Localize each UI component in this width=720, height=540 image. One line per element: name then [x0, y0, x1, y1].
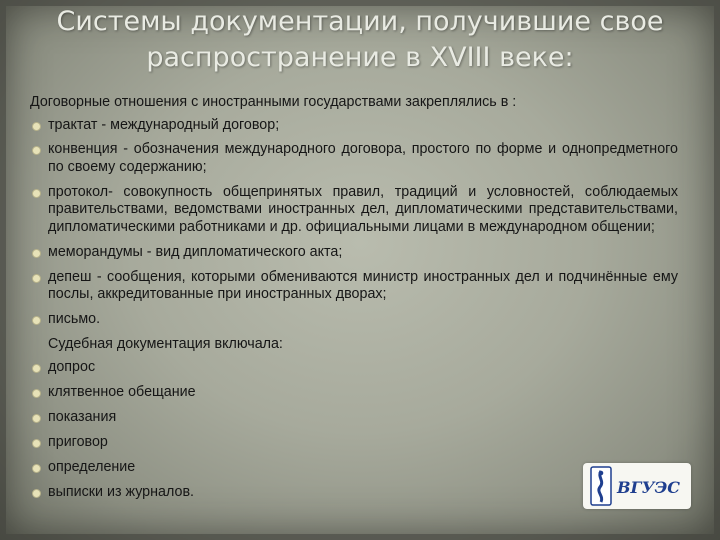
- logo-text: ВГУЭС: [617, 478, 681, 497]
- list-item: приговор: [30, 434, 678, 452]
- bullet-icon: [32, 274, 41, 283]
- list-item: трактат - международный договор;: [30, 117, 678, 135]
- bullet-icon: [32, 389, 41, 398]
- diplomatic-intro: Договорные отношения с иностранными государствами закреплялись в :: [30, 94, 517, 110]
- list-item: показания: [30, 409, 678, 427]
- bullet-icon: [32, 122, 41, 131]
- list-item: депеш - сообщения, которыми обмениваются министр иностранных дел и подчинённые ему послы, аккредитованные при иностранных дворах;: [30, 269, 678, 304]
- bullet-icon: [32, 189, 41, 198]
- bullet-icon: [32, 316, 41, 325]
- bullet-icon: [32, 414, 41, 423]
- list-item: меморандумы - вид дипломатического акта;: [30, 244, 678, 262]
- bullet-icon: [32, 439, 41, 448]
- university-logo-icon: [583, 463, 691, 509]
- logo-graphic: [583, 463, 691, 509]
- slide-content: [30, 94, 681, 509]
- list-item: протокол- совокупность общепринятых правил, традиций и условностей, соблюдаемых правительствами, ведомствами иностранных дел, дипломатическими представительствами, дипломатическими работниками и др. официальными лицами в международном общении;: [30, 184, 678, 237]
- list-item: письмо.: [30, 311, 678, 329]
- bullet-icon: [32, 489, 41, 498]
- bullet-icon: [32, 146, 41, 155]
- bullet-icon: [32, 364, 41, 373]
- slide-title: Системы документации, получившие свое распространение в XVIII веке:: [56, 6, 664, 73]
- list-item: определение: [30, 459, 678, 477]
- list-item: выписки из журналов.: [30, 484, 678, 502]
- list-item: клятвенное обещание: [30, 384, 678, 402]
- list-item: допрос: [30, 359, 678, 377]
- list-item: конвенция - обозначения международного договора, простого по форме и однопредметного по своему содержанию;: [30, 141, 678, 176]
- bullet-icon: [32, 249, 41, 258]
- bullet-icon: [32, 464, 41, 473]
- judicial-intro: Судебная документация включала:: [48, 335, 283, 352]
